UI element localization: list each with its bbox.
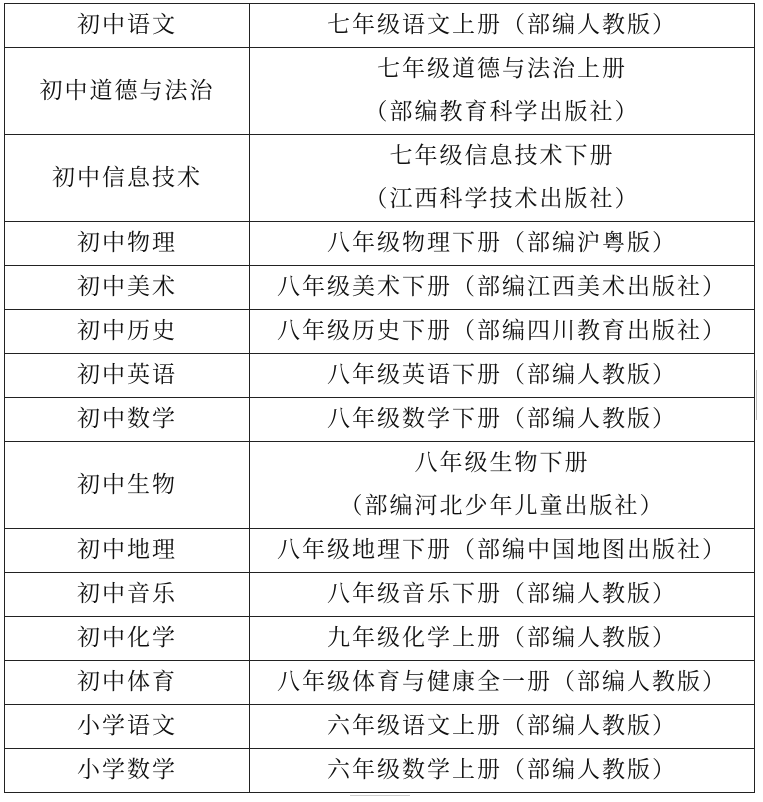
subject-cell: 初中历史 xyxy=(5,310,250,354)
textbook-table-body xyxy=(5,4,755,793)
textbook-cell xyxy=(250,617,755,661)
textbook-cell xyxy=(250,48,755,135)
table-row xyxy=(5,135,755,222)
textbook-line: 九年级化学上册（部编人教版） xyxy=(327,625,677,651)
textbook-line: 七年级道德与法治上册 xyxy=(377,56,627,82)
table-row xyxy=(5,442,755,529)
subject-cell: 初中数学 xyxy=(5,398,250,442)
textbook-cell xyxy=(250,573,755,617)
table-row xyxy=(5,354,755,398)
textbook-line: 七年级信息技术下册 xyxy=(389,143,615,169)
table-row xyxy=(5,661,755,705)
textbook-publisher-line: （部编河北少年儿童出版社） xyxy=(339,493,665,519)
subject-cell: 初中物理 xyxy=(5,222,250,266)
subject-cell: 初中道德与法治 xyxy=(5,48,250,135)
textbook-line: 八年级物理下册（部编沪粤版） xyxy=(327,230,677,256)
textbook-line: 八年级历史下册（部编四川教育出版社） xyxy=(277,318,727,344)
table-row xyxy=(5,4,755,48)
textbook-cell xyxy=(250,266,755,310)
table-row xyxy=(5,310,755,354)
textbook-cell xyxy=(250,705,755,749)
subject-cell: 初中生物 xyxy=(5,442,250,529)
subject-cell: 初中信息技术 xyxy=(5,135,250,222)
textbook-cell xyxy=(250,354,755,398)
textbook-cell xyxy=(250,442,755,529)
textbook-line: 八年级美术下册（部编江西美术出版社） xyxy=(277,274,727,300)
textbook-cell xyxy=(250,749,755,793)
subject-cell: 初中语文 xyxy=(5,4,250,48)
table-row xyxy=(5,573,755,617)
table-row xyxy=(5,48,755,135)
textbook-cell xyxy=(250,529,755,573)
textbook-cell xyxy=(250,4,755,48)
textbook-cell xyxy=(250,398,755,442)
subject-cell: 初中美术 xyxy=(5,266,250,310)
textbook-publisher-line: （部编教育科学出版社） xyxy=(364,99,640,125)
textbook-cell xyxy=(250,310,755,354)
subject-cell: 初中化学 xyxy=(5,617,250,661)
subject-cell: 初中英语 xyxy=(5,354,250,398)
subject-cell: 小学语文 xyxy=(5,705,250,749)
textbook-line: 七年级语文上册（部编人教版） xyxy=(327,12,677,38)
textbook-line: 六年级语文上册（部编人教版） xyxy=(327,713,677,739)
subject-cell: 初中音乐 xyxy=(5,573,250,617)
textbook-cell xyxy=(250,135,755,222)
table-row xyxy=(5,266,755,310)
textbook-line: 八年级英语下册（部编人教版） xyxy=(327,362,677,388)
textbook-line: 八年级生物下册 xyxy=(414,450,590,476)
page-edge-mark xyxy=(756,370,763,420)
textbook-line: 六年级数学上册（部编人教版） xyxy=(327,757,677,783)
table-row xyxy=(5,222,755,266)
textbook-line: 八年级数学下册（部编人教版） xyxy=(327,406,677,432)
table-row xyxy=(5,398,755,442)
textbook-cell xyxy=(250,222,755,266)
textbook-line: 八年级地理下册（部编中国地图出版社） xyxy=(277,537,727,563)
table-row xyxy=(5,529,755,573)
textbook-publisher-line: （江西科学技术出版社） xyxy=(364,186,640,212)
textbook-line: 八年级体育与健康全一册（部编人教版） xyxy=(277,669,727,695)
table-row xyxy=(5,749,755,793)
subject-cell: 初中体育 xyxy=(5,661,250,705)
table-row xyxy=(5,617,755,661)
subject-cell: 小学数学 xyxy=(5,749,250,793)
textbook-cell xyxy=(250,661,755,705)
subject-cell: 初中地理 xyxy=(5,529,250,573)
textbook-table xyxy=(4,3,755,793)
table-row xyxy=(5,705,755,749)
textbook-line: 八年级音乐下册（部编人教版） xyxy=(327,581,677,607)
